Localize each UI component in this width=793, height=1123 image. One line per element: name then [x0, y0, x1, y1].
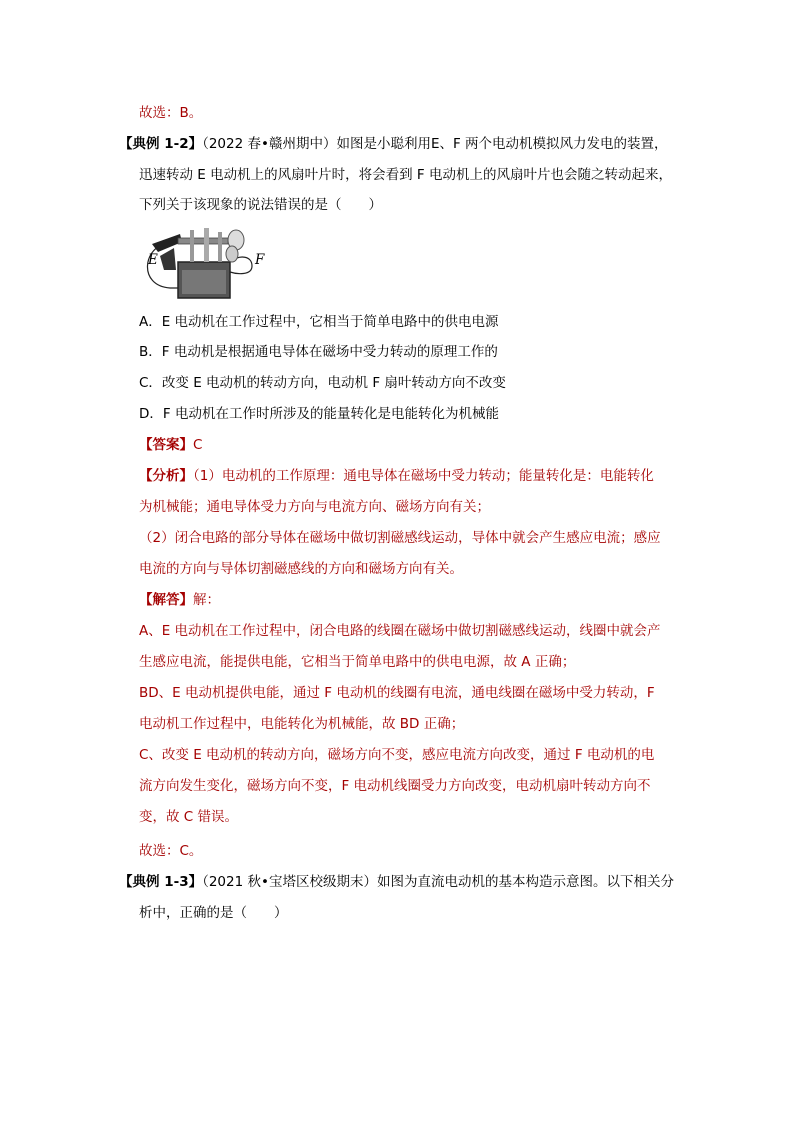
example-1-3-question-line1: [119, 872, 674, 892]
solution-line5: C、改变 E 电动机的转动方向，磁场方向不变，感应电流方向改变，通过 F 电动机的电: [139, 747, 655, 763]
solution-line3: BD、E 电动机提供电能，通过 F 电动机的线圈有电流，通电线圈在磁场中受力转动，F: [139, 685, 655, 701]
example-1-2-question-line2: 迅速转动 E 电动机上的风扇叶片时，将会看到 F 电动机上的风扇叶片也会随之转动起来，: [139, 167, 672, 183]
solution-line1: A、E 电动机在工作过程中，闭合电路的线圈在磁场中做切割磁感线运动，线圈中就会产: [139, 623, 661, 639]
option-a: A．E 电动机在工作过程中，它相当于简单电路中的供电电源: [139, 314, 499, 330]
example-1-2-question-line1: [119, 134, 668, 154]
solution-lead: 解：: [193, 592, 220, 608]
solution-line7: 变，故 C 错误。: [139, 809, 239, 825]
figure-label-e: E: [148, 252, 158, 268]
option-d: D．F 电动机在工作时所涉及的能量转化是电能转化为机械能: [139, 406, 499, 422]
analysis-line2: 为机械能；通电导体受力方向与电流方向、磁场方向有关；: [139, 499, 490, 515]
example-1-2-question-line3: 下列关于该现象的说法错误的是（ ）: [139, 197, 382, 213]
analysis-text-1: （1）电动机的工作原理：通电导体在磁场中受力转动；能量转化是：电能转化: [193, 468, 654, 484]
analysis-line3: （2）闭合电路的部分导体在磁场中做切割磁感线运动，导体中就会产生感应电流；感应: [139, 530, 661, 546]
solution-header: [139, 590, 220, 610]
example-1-3-tag: 【典例 1-3】: [119, 874, 203, 890]
answer-line: [139, 435, 202, 455]
solution-line2: 生感应电流，能提供电能，它相当于简单电路中的供电电源，故 A 正确；: [139, 654, 576, 670]
analysis-line4: 电流的方向与导体切割磁感线的方向和磁场方向有关。: [139, 561, 463, 577]
analysis-tag: 【分析】: [139, 468, 193, 484]
solution-line6: 流方向发生变化，磁场方向不变，F 电动机线圈受力方向改变，电动机扇叶转动方向不: [139, 778, 651, 794]
analysis-line1: [139, 466, 654, 486]
example-1-3-question-text: （2021 秋•宝塔区校级期末）如图为直流电动机的基本构造示意图。以下相关分: [202, 874, 674, 890]
example-1-2-conclusion: 故选：C。: [139, 843, 203, 859]
option-b: B．F 电动机是根据通电导体在磁场中受力转动的原理工作的: [139, 344, 498, 360]
motor-fan-figure: [140, 226, 280, 302]
solution-tag: 【解答】: [139, 592, 193, 608]
previous-conclusion: 故选：B。: [139, 105, 203, 121]
example-1-2-tag: 【典例 1-2】: [119, 136, 203, 152]
example-1-3-question-line2: 析中，正确的是（ ）: [139, 905, 288, 921]
answer-tag: 【答案】: [139, 437, 193, 453]
figure-label-f: F: [255, 252, 265, 268]
option-c: C．改变 E 电动机的转动方向，电动机 F 扇叶转动方向不改变: [139, 375, 506, 391]
answer-value: C: [193, 437, 203, 453]
solution-line4: 电动机工作过程中，电能转化为机械能，故 BD 正确；: [139, 716, 465, 732]
example-1-2-question-text: （2022 春•赣州期中）如图是小聪利用E、F 两个电动机模拟风力发电的装置，: [202, 136, 668, 152]
